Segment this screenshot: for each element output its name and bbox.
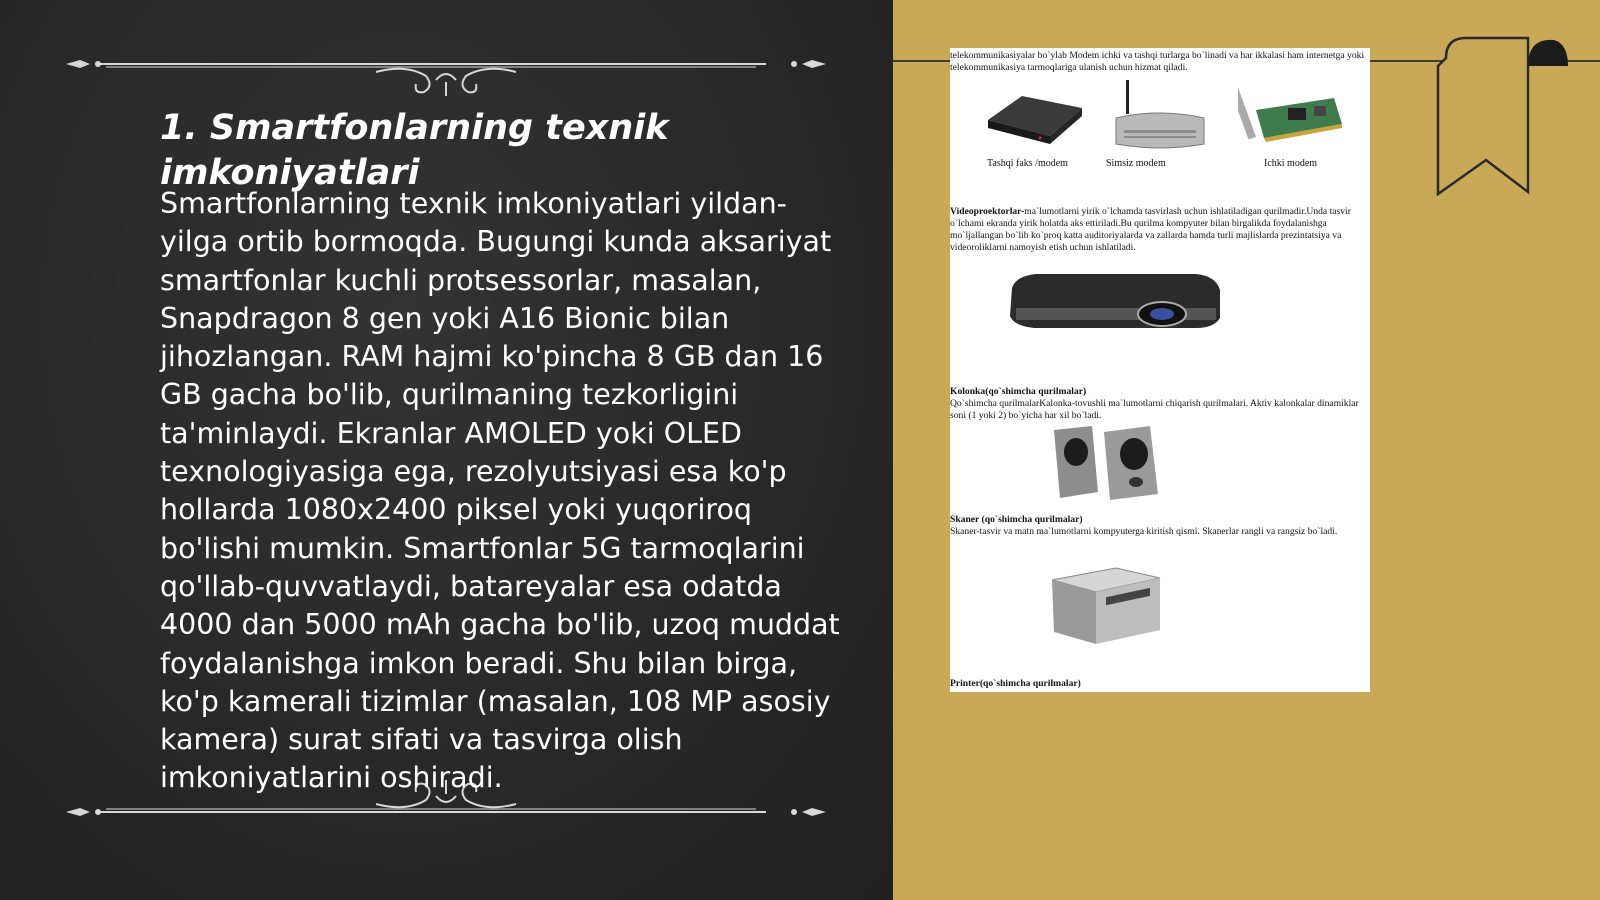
printer-text: Printer(qo`shimcha qurilmalar) <box>950 678 1081 689</box>
internal-modem-image <box>1238 80 1348 152</box>
projector-text: Videoproektorlar-ma`lumotlarni yirik o`lchamda tasvirlash uchun ishlatiladigan qurilmadir.Unda tasvir o`lchami ekranda yirik holatda aks ettiriladi.Bu qurilma kompyuter bilan birgalikda foydalanishga mo`ljallangan bo`lib ko`proq katta auditoriyalarda va zallarda hamda turli majlislarda prezintatsiya va videoroliklarni namoyish etish uchun ishlatiladi. <box>950 206 1351 253</box>
speaker-text: Kolonka(qo`shimcha qurilmalar) Qo`shimcha qurilmalarKalonka-tovushli ma`lumotlarni chiqarish qurilmalari. Aktiv kalonkalar dinamiklar soni (1 yoki 2) bo`yicha har xil bo`ladi. <box>950 386 1359 421</box>
bookmark-icon <box>1436 36 1568 196</box>
modem-caption-wireless: Simsiz modem <box>1106 158 1166 169</box>
modem-caption-external: Tashqi faks /modem <box>987 158 1068 169</box>
top-ornament <box>66 46 826 96</box>
scanner-text: Skaner (qo`shimcha qurilmalar) Skaner-tasvir va matn ma`lumotlarni kompyuterga kiritish qismi. Skanerlar rangli va rangsiz bo`ladi. <box>950 514 1338 537</box>
slide-body-text: Smartfonlarning texnik imkoniyatlari yildan-yilga ortib bormoqda. Bugungi kunda aksariyat smartfonlar kuchli protsessorlar, masalan, Snapdragon 8 gen yoki A16 Bionic bilan jihozlangan. RAM hajmi ko'pincha 8 GB dan 16 GB gacha bo'lib, qurilmaning tezkorligini ta'minlaydi. Ekranlar AMOLED yoki OLED texnologiyasiga ega, rezolyutsiyasi esa ko'p hollarda 1080x2400 piksel yoki yuqoriroq bo'lishi mumkin. Smartfonlar 5G tarmoqlarini qo'llab-quvvatlaydi, batareyalar esa odatda 4000 dan 5000 mAh gacha bo'lib, uzoq muddat foydalanishga imkon beradi. Shu bilan birga, ko'p kamerali tizimlar (masalan, 108 MP asosiy kamera) surat sifati va tasvirga olish imkoniyatlarini oshiradi. <box>160 187 840 795</box>
slide-title: 1. Smartfonlarning texnik imkoniyatlari <box>160 108 669 193</box>
document-image <box>950 48 1370 692</box>
external-modem-image <box>978 86 1088 148</box>
scanner-image <box>1046 560 1166 650</box>
wireless-modem-image <box>1108 78 1212 156</box>
modem-caption-internal: Ichki modem <box>1264 158 1318 169</box>
projector-image <box>1006 268 1224 334</box>
modem-intro-text: telekommunikasiyalar bo`ylab Modem ichki va tashqi turlarga bo`linadi va har ikkalasi ham internetga yoki telekommunikasiya tarmoqlariga ulanish uchun hizmat qiladi. <box>950 50 1365 73</box>
speakers-image <box>1052 424 1162 502</box>
